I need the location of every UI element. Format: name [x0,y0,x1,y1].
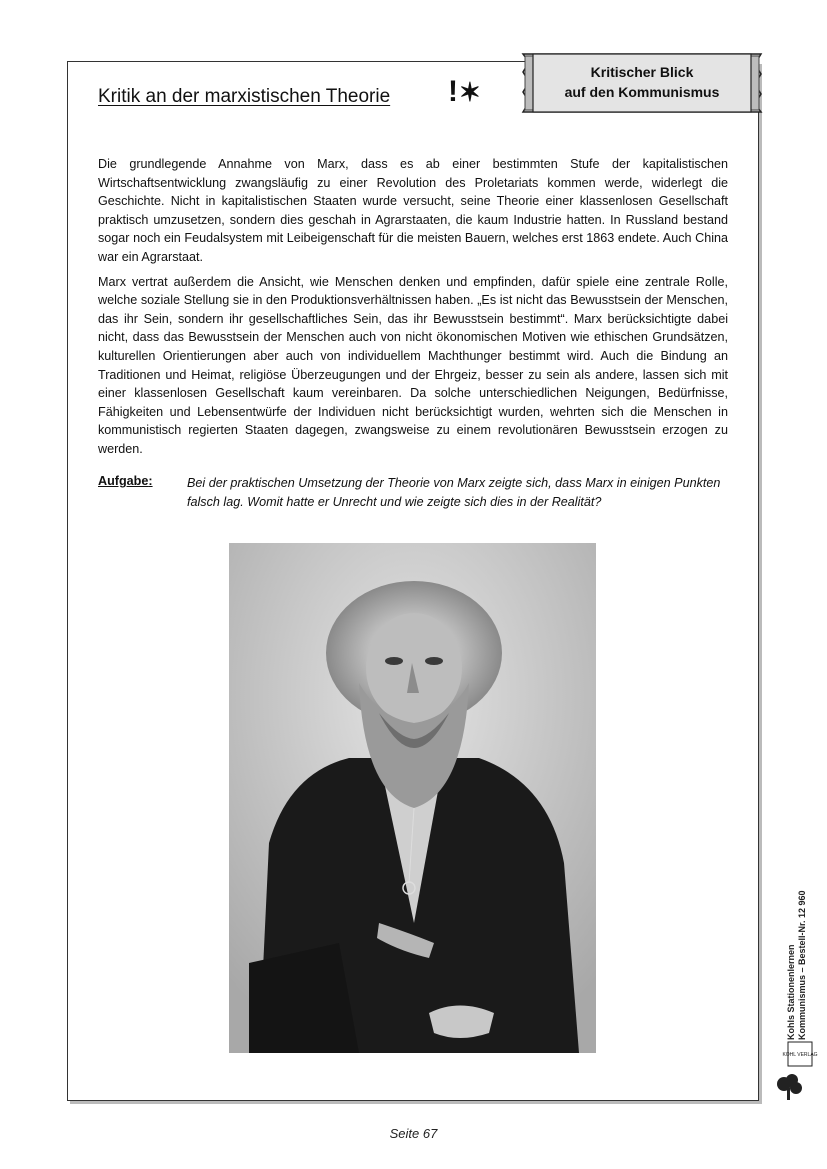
marx-portrait [229,543,596,1053]
portrait-illustration [229,543,596,1053]
star-icon: ✶ [459,77,482,107]
paragraph-2: Marx vertrat außerdem die Ansicht, wie Menschen denken und empfinden, dafür spiele eine zentrale Rolle, welche soziale Stellung sie in den Produktionsverhältnissen haben. „Es ist nicht das Bewusstsein der Menschen, das ihr Sein, sondern ihr gesellschaftliches Sein, das ihr Bewusstsein bestimmt“. Marx berücksichtigte dabei nicht, dass das Bewusstsein der Menschen auch von nicht ökonomischen Motiven wie ethischen Grundsätzen, kulturellen Orientierungen aber auch von individuellem Machthunger bestimmt wird. Auch die Bindung an Traditionen und Heimat, religiöse Überzeugungen und der Ehrgeiz, besser zu sein als andere, lassen sich mit einer klassenlosen Gesellschaft kaum vereinbaren. Da solche unterschiedlichen Neigungen, Bedürfnisse, Fähigkeiten und Lebensentwürfe der Individuen nicht berücksichtigt wurden, wehrten sich die Menschen in kommunistisch regierten Staaten dagegen, zwangsweise zu einem revolutionären Bewusstsein erzogen zu werden. [98,274,728,456]
side-credit-line-2: Kommunismus – Bestell-Nr. 12 960 [797,890,807,1040]
task-text: Bei der praktischen Umsetzung der Theorie von Marx zeigte sich, dass Marx in einigen Punkten falsch lag. Womit hatte er Unrecht und wie zeigte sich dies in der Realität? [187,476,721,509]
topic-scroll-banner [517,50,767,116]
page-title: Kritik an der marxistischen Theorie [98,86,391,107]
scroll-banner-text [537,62,747,102]
task-label-colon: : [148,474,153,488]
side-credit [786,890,808,1040]
publisher-logo [772,1040,818,1102]
exclamation-icon: ! [448,75,459,108]
task-label [98,474,153,488]
side-credit-line-1: Kohls Stationenlernen [786,944,796,1040]
task-label-text: Aufgabe [98,474,149,488]
scroll-line-2: auf den Kommunismus [564,84,720,100]
body-text [98,155,728,465]
task-symbols [448,74,482,110]
logo-text: KOHL VERLAG [782,1052,818,1058]
tree-logo-icon [772,1040,818,1102]
paragraph-1: Die grundlegende Annahme von Marx, dass es ab einer bestimmten Stufe der kapitalistischen Wirtschaftsentwicklung zwangsläufig zu einer Revolution des Proletariats kommen werde, widerlegt die Geschichte. Nicht in kapitalistischen Staaten wurde versucht, seine Theorie einer klassenlosen Gesellschaft praktisch umzusetzen, sondern dies geschah in Agrarstaaten, die kaum Industrie hatten. In Russland bestand sogar noch ein Feudalsystem mit Leibeigenschaft für die meisten Bauern, welches erst 1863 endete. Auch China war ein Agrarstaat. [98,157,728,264]
page-number: Seite 67 [389,1126,438,1141]
scroll-line-1: Kritischer Blick [590,64,694,80]
